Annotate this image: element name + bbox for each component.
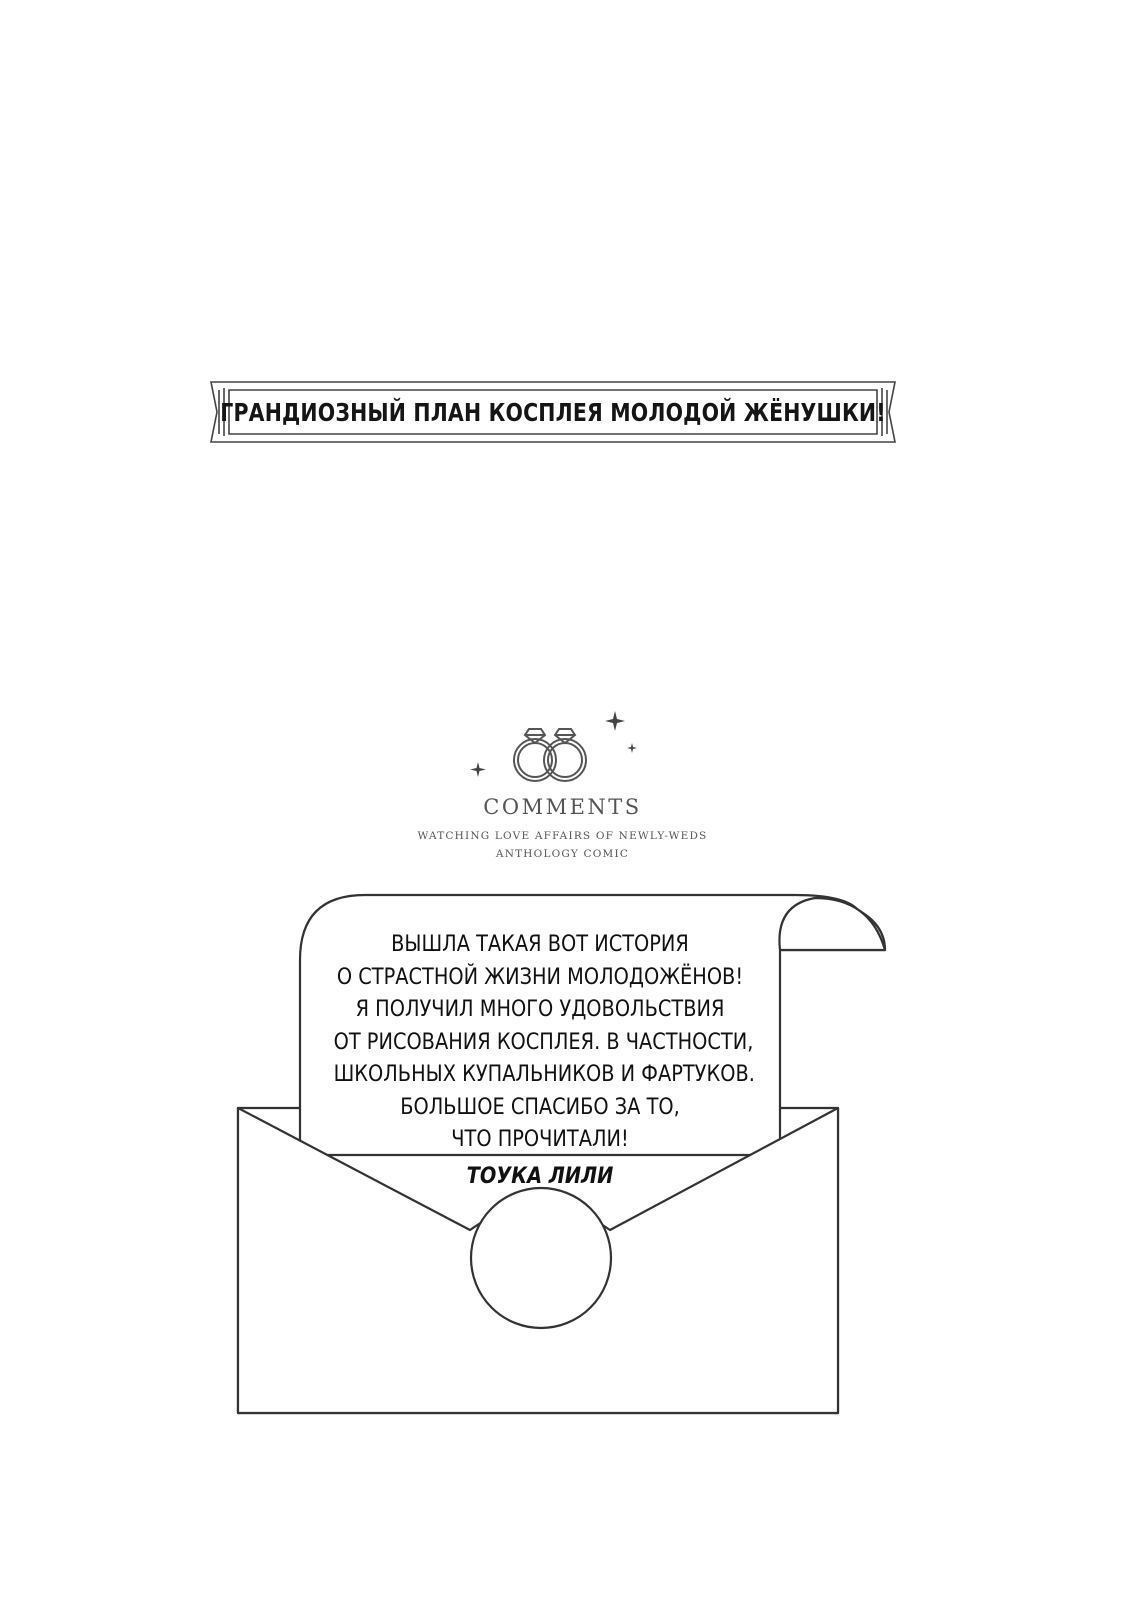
comments-subtitle-line2: ANTHOLOGY COMIC: [495, 848, 630, 860]
letter-line: ОТ РИСОВАНИЯ КОСПЛЕЯ. В ЧАСТНОСТИ,: [333, 1028, 754, 1055]
letter-text: [300, 928, 780, 1192]
letter-line: О СТРАСТНОЙ ЖИЗНИ МОЛОДОЖЁНОВ!: [336, 963, 744, 990]
letter-line: БОЛЬШОЕ СПАСИБО ЗА ТО,: [400, 1093, 680, 1120]
envelope-seal: [471, 1188, 611, 1328]
letter-line: ШКОЛЬНЫХ КУПАЛЬНИКОВ И ФАРТУКОВ.: [333, 1061, 755, 1087]
comments-subtitle: WATCHING LOVE AFFAIRS OF NEWLY-WEDS: [417, 830, 708, 842]
letter-line: ВЫШЛА ТАКАЯ ВОТ ИСТОРИЯ: [391, 931, 689, 957]
letter-line: Я ПОЛУЧИЛ МНОГО УДОВОЛЬСТВИЯ: [355, 996, 725, 1022]
letter-signature: ТОУКА ЛИЛИ: [466, 1162, 614, 1189]
letter-line: ЧТО ПРОЧИТАЛИ!: [451, 1126, 629, 1152]
page-title: ГРАНДИОЗНЫЙ ПЛАН КОСПЛЕЯ МОЛОДОЙ ЖЁНУШКИ!: [220, 397, 886, 427]
comments-heading: COMMENTS: [483, 795, 642, 819]
